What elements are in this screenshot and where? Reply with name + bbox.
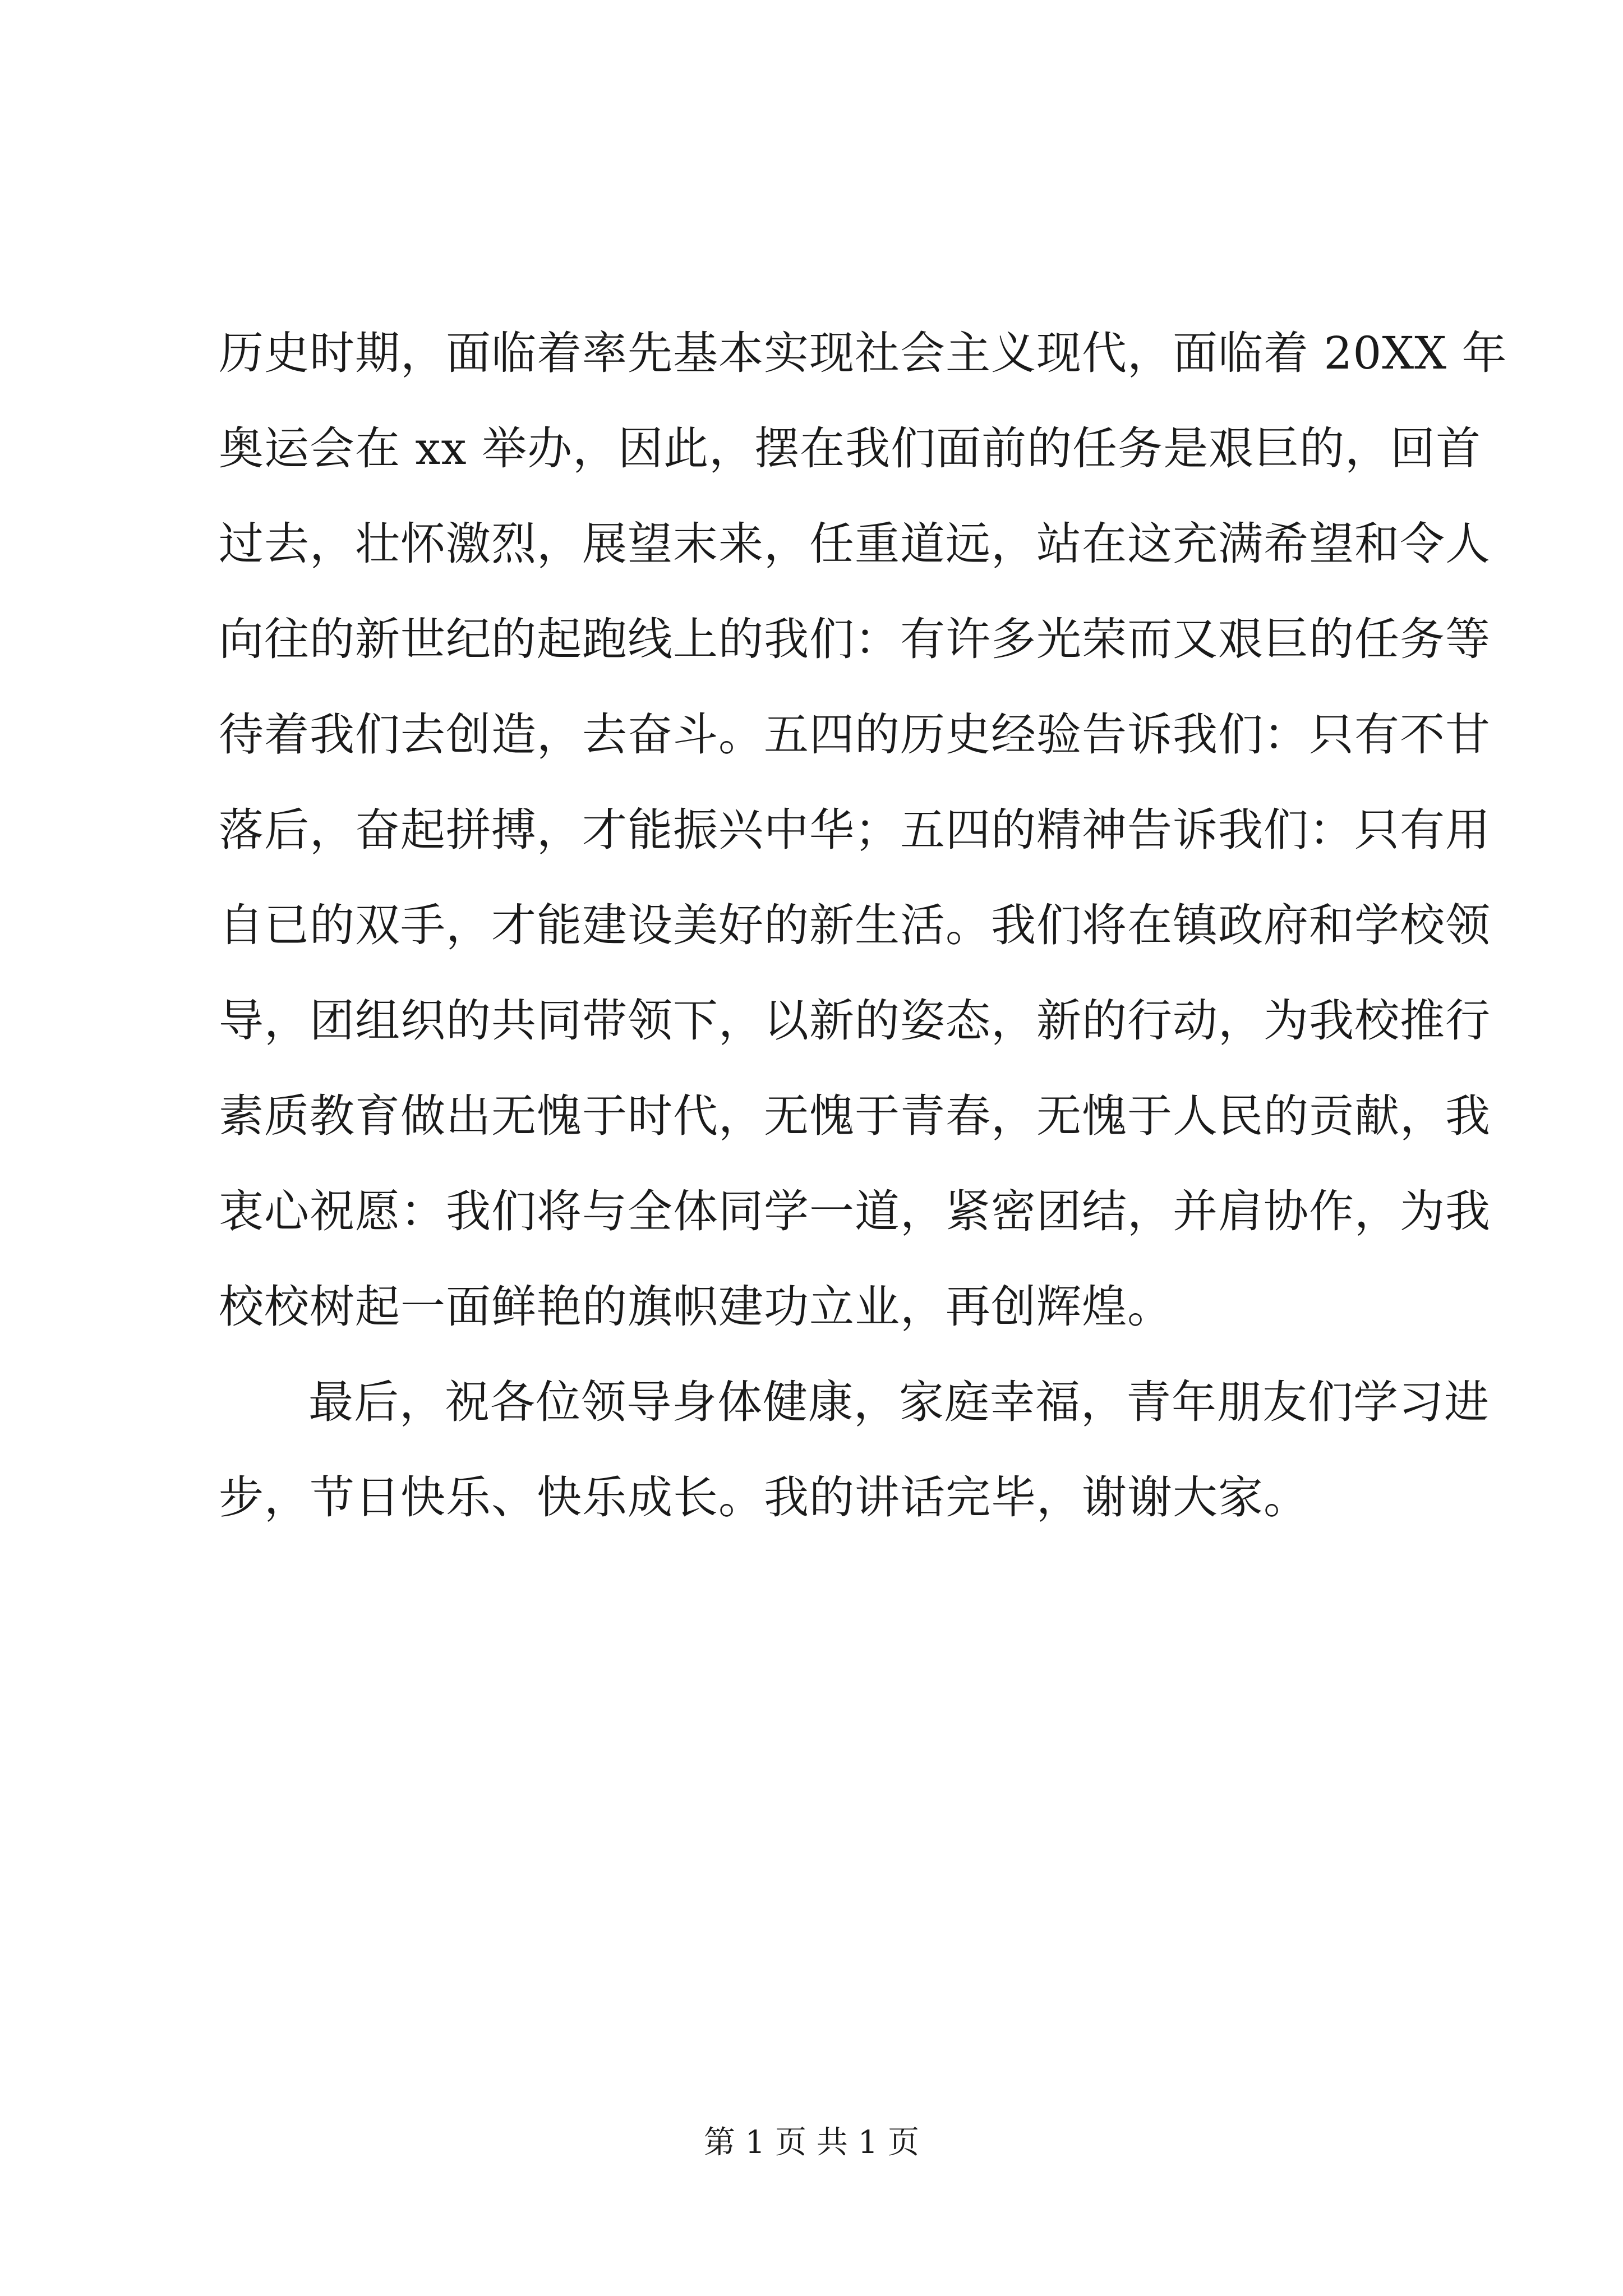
text-line: 衷心祝愿：我们将与全体同学一道，紧密团结，并肩协作，为我 [219, 1185, 1491, 1237]
text-line: 最后，祝各位领导身体健康，家庭幸福，青年朋友们学习进 [308, 1376, 1490, 1428]
text-line: 向往的新世纪的起跑线上的我们：有许多光荣而又艰巨的任务等 [219, 613, 1491, 665]
text-line: 过去，壮怀激烈，展望末来，任重道远，站在这充满希望和令人 [219, 518, 1491, 570]
text-line: 待着我们去创造，去奋斗。五四的历史经验告诉我们：只有不甘 [219, 708, 1491, 761]
text-line: 奥运会在 xx 举办，因此，摆在我们面前的任务是艰巨的，回首 [219, 422, 1482, 475]
text-line: 落后，奋起拼搏，才能振兴中华；五四的精神告诉我们：只有用 [219, 804, 1491, 856]
text-line: 校校树起一面鲜艳的旗帜建功立业，再创辉煌。 [219, 1281, 1173, 1333]
text-line: 自已的双手，才能建设美好的新生活。我们将在镇政府和学校领 [219, 899, 1491, 951]
text-line: 步，节日快乐、快乐成长。我的讲话完毕，谢谢大家。 [219, 1471, 1309, 1524]
text-line: 导，团组织的共同带领下，以新的姿态，新的行动，为我校推行 [219, 995, 1491, 1047]
text-line: 历史时期，面临着率先基本实现社会主义现代，面临着 20XX 年 [219, 327, 1507, 379]
page-number-footer: 第 1 页 共 1 页 [703, 2124, 920, 2161]
document-body [219, 306, 1507, 1545]
text-line: 素质教育做出无愧于时代，无愧于青春，无愧于人民的贡献，我 [219, 1090, 1491, 1142]
